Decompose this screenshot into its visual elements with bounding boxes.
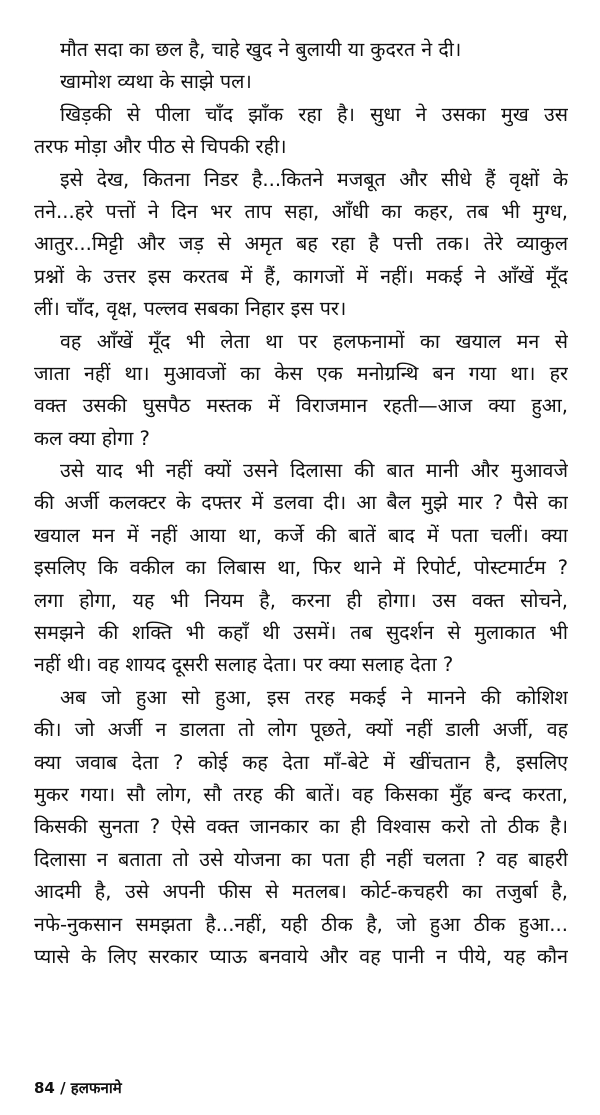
text-line: खयाल मन में नहीं आया था, कर्जे की बातें बाद में पता चलीं। क्या xyxy=(34,523,568,547)
text-line: इसलिए कि वकील का लिबास था, फिर थाने में रिपोर्ट, पोस्टमार्टम ? xyxy=(34,556,568,580)
page-footer: 84 / हलफनामे xyxy=(34,1079,122,1097)
text-line: मुकर गया। सौ लोग, सौ तरह की बातें। वह किसका मुँह बन्द करता, xyxy=(34,782,568,806)
text-line: प्यासे के लिए सरकार प्याऊ बनवाये और वह पानी न पीये, यह कौन xyxy=(34,944,568,968)
text-line: जाता नहीं था। मुआवजों का केस एक मनोग्रन्थि बन गया था। हर xyxy=(34,361,568,385)
text-line: की। जो अर्जी न डालता तो लोग पूछते, क्यों नहीं डाली अर्जी, वह xyxy=(34,718,568,742)
text-line: आतुर...मिट्टी और जड़ से अमृत बह रहा है पत्ती तक। तेरे व्याकुल xyxy=(34,232,568,256)
text-line: किसकी सुनता ? ऐसे वक्त जानकार का ही विश्वास करो तो ठीक है। xyxy=(34,815,568,839)
text-line: क्या जवाब देता ? कोई कह देता माँ-बेटे में खींचतान है, इसलिए xyxy=(34,750,568,774)
text-line: कल क्या होगा ? xyxy=(34,426,150,450)
text-line: मौत सदा का छल है, चाहे खुद ने बुलायी या कुदरत ने दी। xyxy=(60,38,462,61)
text-line: लगा होगा, यह भी नियम है, करना ही होगा। उस वक्त सोचने, xyxy=(34,588,568,612)
text-line: प्रश्नों के उत्तर इस करतब में हैं, कागजों में नहीं। मकई ने आँखें मूँद xyxy=(34,264,568,288)
text-line: की अर्जी कलक्टर के दफ्तर में डलवा दी। आ बैल मुझे मार ? पैसे का xyxy=(34,491,568,515)
text-line: इसे देख, कितना निडर है...कितने मजबूत और सीधे हैं वृक्षों के xyxy=(60,167,568,191)
text-line: वक्त उसकी घुसपैठ मस्तक में विराजमान रहती—आज क्या हुआ, xyxy=(34,394,568,418)
text-line: अब जो हुआ सो हुआ, इस तरह मकई ने मानने की कोशिश xyxy=(60,685,568,709)
text-line: तने...हरे पत्तों ने दिन भर ताप सहा, आँधी का कहर, तब भी मुग्ध, xyxy=(34,199,568,223)
text-line: लीं। चाँद, वृक्ष, पल्लव सबका निहार इस पर। xyxy=(34,297,347,321)
text-line: खिड़की से पीला चाँद झाँक रहा है। सुधा ने उसका मुख उस xyxy=(60,102,568,126)
text-line: समझने की शक्ति भी कहाँ थी उसमें। तब सुदर्शन से मुलाकात भी xyxy=(34,621,568,645)
text-line: वह आँखें मूँद भी लेता था पर हलफनामों का खयाल मन से xyxy=(60,329,568,353)
text-line: उसे याद भी नहीं क्यों उसने दिलासा की बात मानी और मुआवजे xyxy=(60,459,568,483)
text-line: दिलासा न बताता तो उसे योजना का पता ही नहीं चलता ? वह बाहरी xyxy=(34,847,568,871)
text-line: नफे-नुकसान समझता है...नहीं, यही ठीक है, जो हुआ ठीक हुआ... xyxy=(34,912,568,936)
text-line: खामोश व्यथा के साझे पल। xyxy=(60,70,252,94)
text-line: आदमी है, उसे अपनी फीस से मतलब। कोर्ट-कचहरी का तजुर्बा है, xyxy=(34,880,568,904)
text-line: नहीं थी। वह शायद दूसरी सलाह देता। पर क्या सलाह देता ? xyxy=(34,653,454,677)
text-line: तरफ मोड़ा और पीठ से चिपकी रही। xyxy=(34,135,287,159)
body-text xyxy=(34,34,568,973)
